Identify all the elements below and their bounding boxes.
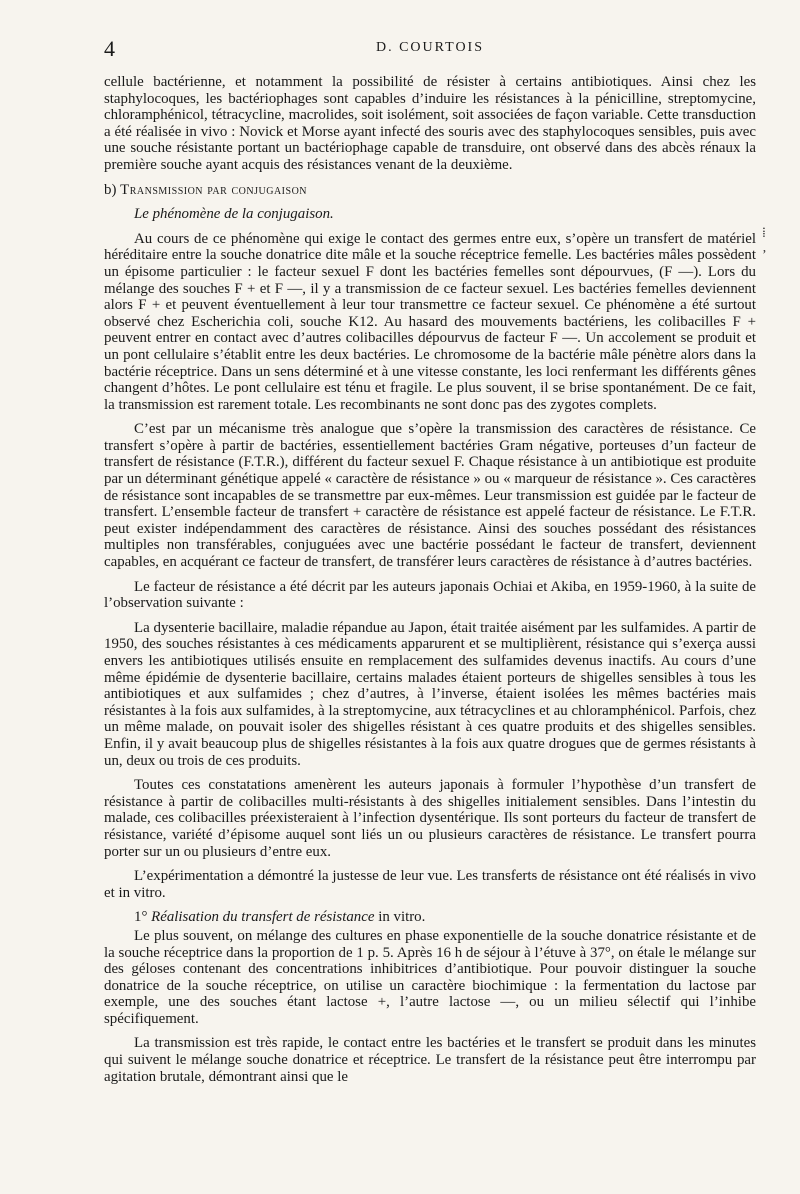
margin-mark: ⁞ (762, 226, 766, 241)
section-heading (104, 182, 756, 199)
margin-mark: ʼ (762, 248, 767, 263)
paragraph: La transmission est très rapide, le contact entre les bactéries et le transfert se produit dans les minutes qui suivent le mélange souche donatrice et réceptrice. Le transfert de la résistance peut être interrompu par agitation brutale, démontrant ainsi que le (104, 1035, 756, 1085)
paragraph: Le facteur de résistance a été décrit par les auteurs japonais Ochiai et Akiba, en 1959-1960, à la suite de l’observation suivante : (104, 578, 756, 612)
paragraph: La dysenterie bacillaire, maladie répandue au Japon, était traitée aisément par les sulfamides. A partir de 1950, des souches résistantes à ces médicaments apparurent et se multiplièrent, résistance qui s’exerça aussi envers les antibiotiques utilisés ensuite en remplacement des sulfamides devenus inactifs. Au cours d’une même épidémie de dysenterie bacillaire, certains malades étaient porteurs de shigelles sensibles à tous les antibiotiques et aux sulfamides ; chez d’autres, à l’inverse, étaient isolées les mêmes bactéries mais résistantes à la fois aux sulfamides, à la streptomycine, aux tétracyclines et au chloramphénicol. Parfois, chez un même malade, on pouvait isoler des shigelles résistant à ces quatre produits et des shigelles sensibles. Enfin, il y avait beaucoup plus de shigelles résistantes à la fois aux quatre drogues que de germes résistants à un, deux ou trois de ces produits. (104, 619, 756, 769)
section-title: Transmission par conjugaison (120, 181, 308, 198)
page-header (104, 36, 756, 66)
page-number: 4 (104, 36, 115, 61)
section-prefix: b) (104, 181, 121, 198)
paragraph: L’expérimentation a démontré la justesse de leur vue. Les transferts de résistance ont été réalisés in vivo et in vitro. (104, 868, 756, 901)
body-text (104, 74, 756, 1093)
paragraph: C’est par un mécanisme très analogue que s’opère la transmission des caractères de résistance. Ce transfert s’opère à partir de bactéries, essentiellement bactéries Gram négative, porteuses d’un facteur de transfert de résistance (F.T.R.), différent du facteur sexuel F. Chaque résistance à un antibiotique est produite par un déterminant génétique appelé « caractère de résistance » ou « marqueur de résistance ». Ces caractères de résistance sont incapables de se transmettre par eux-mêmes. Leur transmission est guidée par le facteur de transfert. L’ensemble facteur de transfert + caractère de résistance est appelé facteur de résistance. Le F.T.R. peut exister indépendamment des caractères de résistance. Ainsi des souches possédant des résistances multiples non transférables, conjuguées avec une bactérie possédant le facteur de transfert, deviennent capables, en acquérant ce facteur de transfert, de transférer leurs caractères de résistance à d’autres bactéries. (104, 421, 756, 571)
paragraph: Au cours de ce phénomène qui exige le contact des germes entre eux, s’opère un transfert de matériel héréditaire entre la souche donatrice dite mâle et la souche réceptrice femelle. Les bactéries mâles possèdent un épisome particulier : le facteur sexuel F dont les bactéries femelles sont dépourvues, (F —). Lors du mélange des souches F + et F —, il y a transmission de ce facteur sexuel. Les bactéries femelles deviennent alors F + et peuvent éventuellement à leur tour transmettre ce facteur sexuel. Ce phénomène a été surtout observé chez Escherichia coli, souche K12. Au hasard des mouvements bactériens, les colibacilles F + peuvent entrer en contact avec d’autres colibacilles dépourvus de facteur F —. Un accolement se produit et un pont cellulaire s’établit entre les deux bactéries. Le chromosome de la bactérie mâle pénètre alors dans la bactérie réceptrice. Dans un sens déterminé et à une vitesse constante, les loci renfermant les différents gênes changent d’hôtes. Le pont cellulaire est ténu et fragile. Le plus souvent, il se brise spontanément. De ce fait, la transmission est rarement totale. Les recombinants ne sont donc pas des zygotes complets. (104, 230, 756, 413)
paragraph: cellule bactérienne, et notamment la possibilité de résister à certains antibiotiques. Ainsi chez les staphylocoques, les bactériophages sont capables d’induire les résistances à la pénicilline, streptomycine, chloramphénicol, tétracycline, macrolides, soit isolément, soit associées de façon variable. Cette transduction a été réalisée in vivo : Novick et Morse ayant infecté des souris avec des staphylocoques sensibles, puis avec une souche résistante portant un bactériophage capable de transduire, ont observé dans des abcès rénaux la première souche ayant acquis des résistances venant de la deuxième. (104, 74, 756, 173)
paragraph: Le plus souvent, on mélange des cultures en phase exponentielle de la souche donatrice résistante et de la souche réceptrice dans la proportion de 1 p. 5. Après 16 h de séjour à l’étuve à 37°, on étale le mélange sur des géloses contenant des concentrations inhibitrices d’antibiotique. Pour pouvoir distinguer la souche donatrice de la souche réceptrice, on utilise un caractère biochimique : la fermentation du lactose par exemple, une des souches étant lactose +, l’autre lactose —, ou un milieu sélectif qui l’inhibe spécifiquement. (104, 927, 756, 1027)
subsection-title: Réalisation du transfert de résistance (151, 909, 375, 926)
subsection-heading-2 (104, 909, 756, 926)
paragraph: Toutes ces constatations amenèrent les auteurs japonais à formuler l’hypothèse d’un transfert de résistance à partir de colibacilles multi-résistants à des shigelles initialement sensibles. Dans l’intestin du malade, ces colibacilles préexisteraient à l’infection dysentérique. Ils sont porteurs du facteur de transfert de résistance, variété d’épisome auquel sont liés un ou plusieurs caractères de résistance. Le transfert pourra porter sur un ou plusieurs d’entre eux. (104, 777, 756, 860)
subsection-heading: Le phénomène de la conjugaison. (134, 206, 334, 223)
running-head: D. COURTOIS (375, 40, 485, 55)
subsection-prefix: 1° (134, 909, 152, 926)
subsection-suffix: in vitro. (374, 909, 426, 926)
